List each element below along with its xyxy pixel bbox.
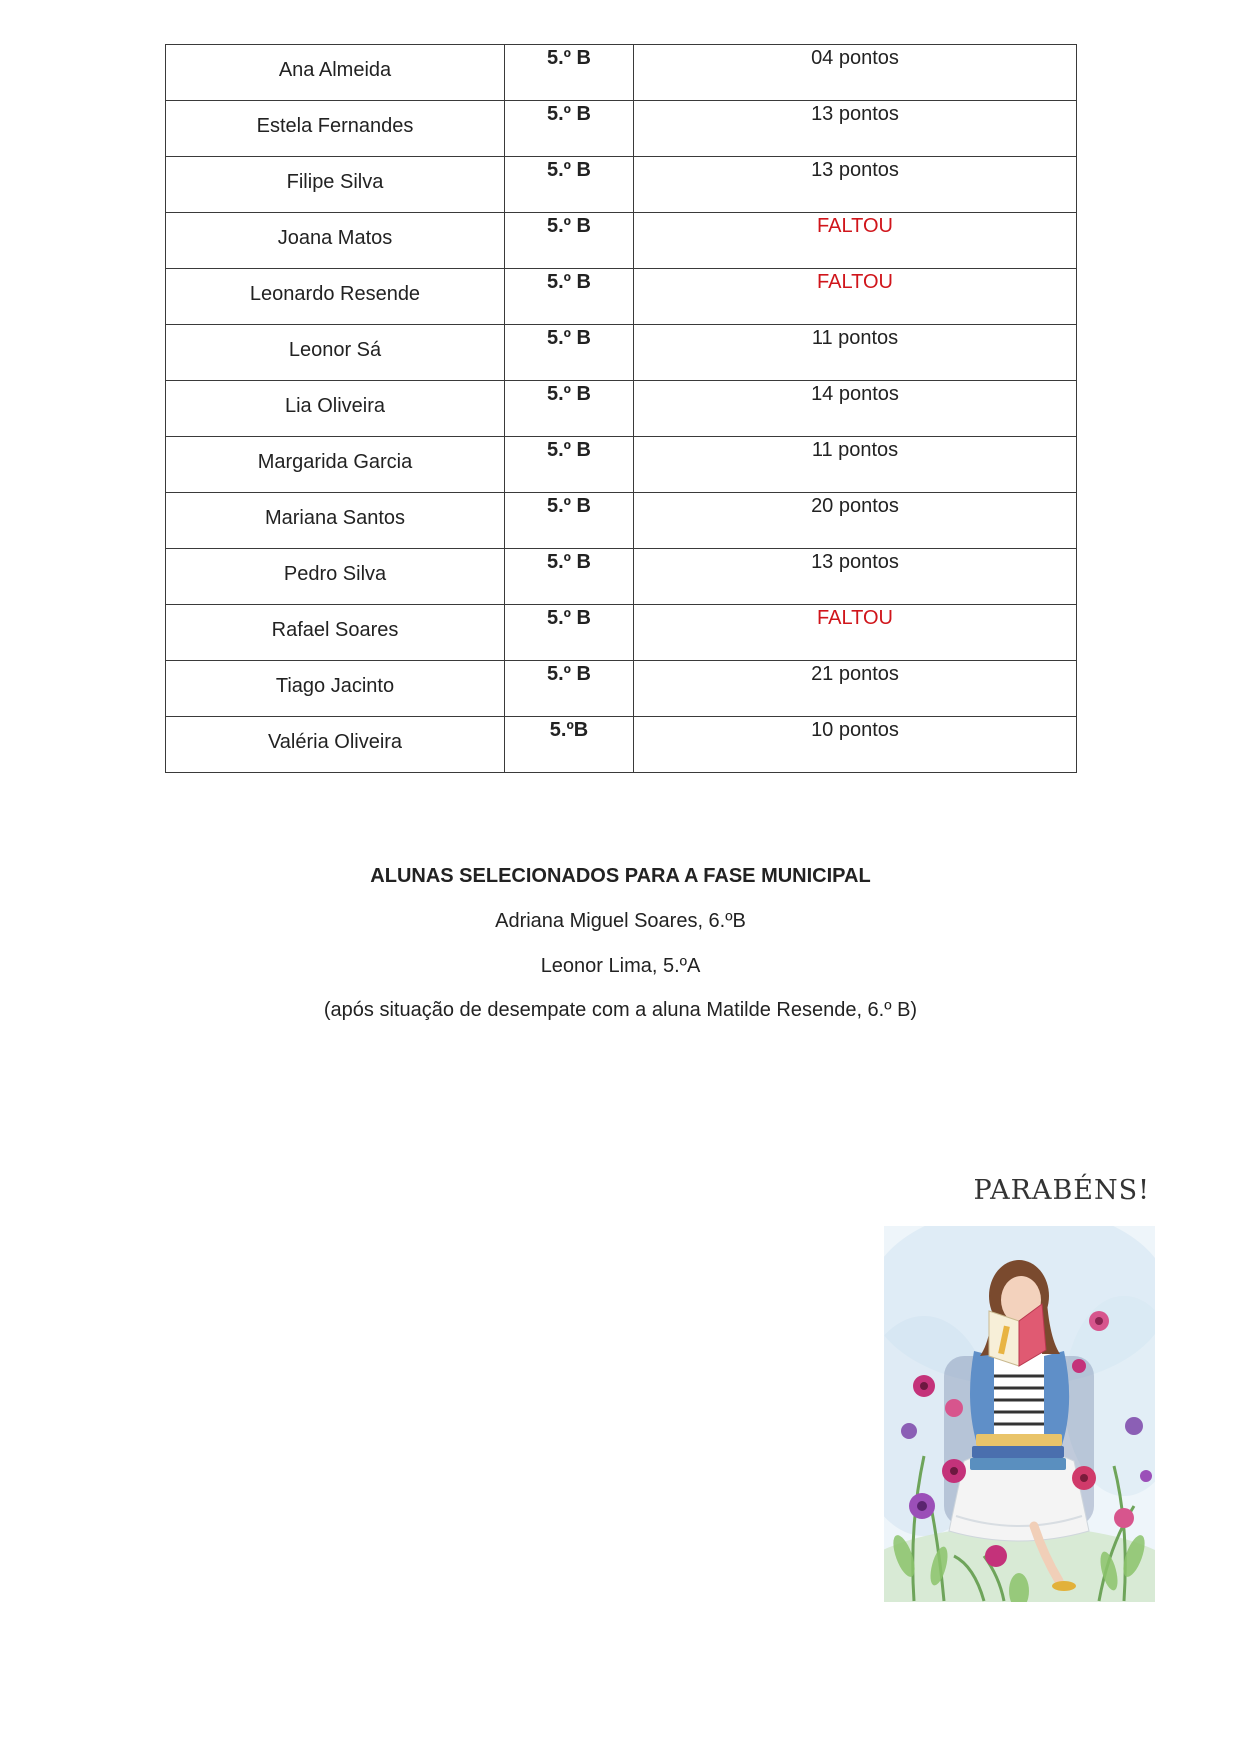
student-class-cell xyxy=(505,661,634,717)
table-row xyxy=(166,45,1077,101)
student-name: Ana Almeida xyxy=(278,59,392,81)
student-name-cell xyxy=(166,381,505,437)
student-score: 04 pontos xyxy=(811,47,899,69)
student-class: 5.º B xyxy=(547,663,591,685)
student-name-cell xyxy=(166,213,505,269)
student-name-cell xyxy=(166,437,505,493)
student-name-cell xyxy=(166,493,505,549)
results-table-body xyxy=(166,45,1077,773)
congrats-heading: PARABÉNS! xyxy=(973,1175,1150,1206)
student-score-cell xyxy=(634,661,1077,717)
student-class: 5.º B xyxy=(547,47,591,69)
student-score-cell xyxy=(634,157,1077,213)
student-name-cell xyxy=(166,325,505,381)
table-row xyxy=(166,493,1077,549)
student-name: Filipe Silva xyxy=(286,171,384,193)
selected-title: ALUNAS SELECIONADOS PARA A FASE MUNICIPAL xyxy=(370,865,871,887)
student-name-cell xyxy=(166,661,505,717)
student-class: 5.º B xyxy=(547,327,591,349)
student-name: Rafael Soares xyxy=(271,619,399,641)
student-score-cell xyxy=(634,717,1077,773)
table-row xyxy=(166,605,1077,661)
student-name: Leonardo Resende xyxy=(249,283,421,305)
student-score-cell xyxy=(634,45,1077,101)
student-name-cell xyxy=(166,157,505,213)
student-name: Joana Matos xyxy=(277,227,393,249)
student-name: Valéria Oliveira xyxy=(267,731,403,753)
student-name: Lia Oliveira xyxy=(284,395,386,417)
table-row xyxy=(166,269,1077,325)
student-class-cell xyxy=(505,213,634,269)
student-class-cell xyxy=(505,381,634,437)
student-class-cell xyxy=(505,549,634,605)
student-score-cell xyxy=(634,269,1077,325)
student-name: Tiago Jacinto xyxy=(275,675,395,697)
student-score: 11 pontos xyxy=(811,327,899,349)
student-score-cell xyxy=(634,213,1077,269)
student-score: 13 pontos xyxy=(811,551,899,573)
girl-reading-illustration-svg xyxy=(884,1226,1155,1602)
student-name: Estela Fernandes xyxy=(256,115,414,137)
student-score: 21 pontos xyxy=(811,663,899,685)
student-class: 5.º B xyxy=(547,215,591,237)
absent-label: FALTOU xyxy=(817,271,893,293)
student-class-cell xyxy=(505,157,634,213)
student-class: 5.º B xyxy=(547,383,591,405)
student-class-cell xyxy=(505,717,634,773)
student-score-cell xyxy=(634,549,1077,605)
student-score: 13 pontos xyxy=(811,103,899,125)
student-name: Pedro Silva xyxy=(283,563,387,585)
table-row xyxy=(166,549,1077,605)
student-name-cell xyxy=(166,101,505,157)
student-class: 5.º B xyxy=(547,495,591,517)
student-class: 5.º B xyxy=(547,159,591,181)
student-class-cell xyxy=(505,605,634,661)
student-name-cell xyxy=(166,605,505,661)
table-row xyxy=(166,157,1077,213)
student-name-cell xyxy=(166,549,505,605)
student-name: Margarida Garcia xyxy=(257,451,413,473)
student-class: 5.ºB xyxy=(549,719,589,741)
student-name-cell xyxy=(166,269,505,325)
table-row xyxy=(166,381,1077,437)
student-class: 5.º B xyxy=(547,439,591,461)
student-class: 5.º B xyxy=(547,551,591,573)
student-name-cell xyxy=(166,717,505,773)
student-class-cell xyxy=(505,493,634,549)
student-name: Leonor Sá xyxy=(288,339,382,361)
student-class-cell xyxy=(505,45,634,101)
selected-student-1: Adriana Miguel Soares, 6.ºB xyxy=(495,910,746,932)
student-score-cell xyxy=(634,381,1077,437)
student-score-cell xyxy=(634,101,1077,157)
table-row xyxy=(166,717,1077,773)
student-class-cell xyxy=(505,437,634,493)
student-score: 10 pontos xyxy=(811,719,899,741)
results-table xyxy=(165,44,1077,773)
student-score-cell xyxy=(634,493,1077,549)
student-score: 20 pontos xyxy=(811,495,899,517)
absent-label: FALTOU xyxy=(817,215,893,237)
tiebreak-note: (após situação de desempate com a aluna Matilde Resende, 6.º B) xyxy=(323,999,918,1021)
table-row xyxy=(166,437,1077,493)
table-row xyxy=(166,661,1077,717)
student-score: 11 pontos xyxy=(811,439,899,461)
girl-reading-illustration xyxy=(884,1226,1155,1602)
selected-student-2: Leonor Lima, 5.ºA xyxy=(540,955,701,977)
student-score: 14 pontos xyxy=(811,383,899,405)
student-class: 5.º B xyxy=(547,271,591,293)
table-row xyxy=(166,101,1077,157)
student-name-cell xyxy=(166,45,505,101)
student-class: 5.º B xyxy=(547,607,591,629)
student-class-cell xyxy=(505,101,634,157)
student-score-cell xyxy=(634,605,1077,661)
table-row xyxy=(166,213,1077,269)
student-score-cell xyxy=(634,325,1077,381)
student-class: 5.º B xyxy=(547,103,591,125)
student-class-cell xyxy=(505,325,634,381)
table-row xyxy=(166,325,1077,381)
student-score-cell xyxy=(634,437,1077,493)
student-name: Mariana Santos xyxy=(264,507,406,529)
student-score: 13 pontos xyxy=(811,159,899,181)
student-class-cell xyxy=(505,269,634,325)
absent-label: FALTOU xyxy=(817,607,893,629)
